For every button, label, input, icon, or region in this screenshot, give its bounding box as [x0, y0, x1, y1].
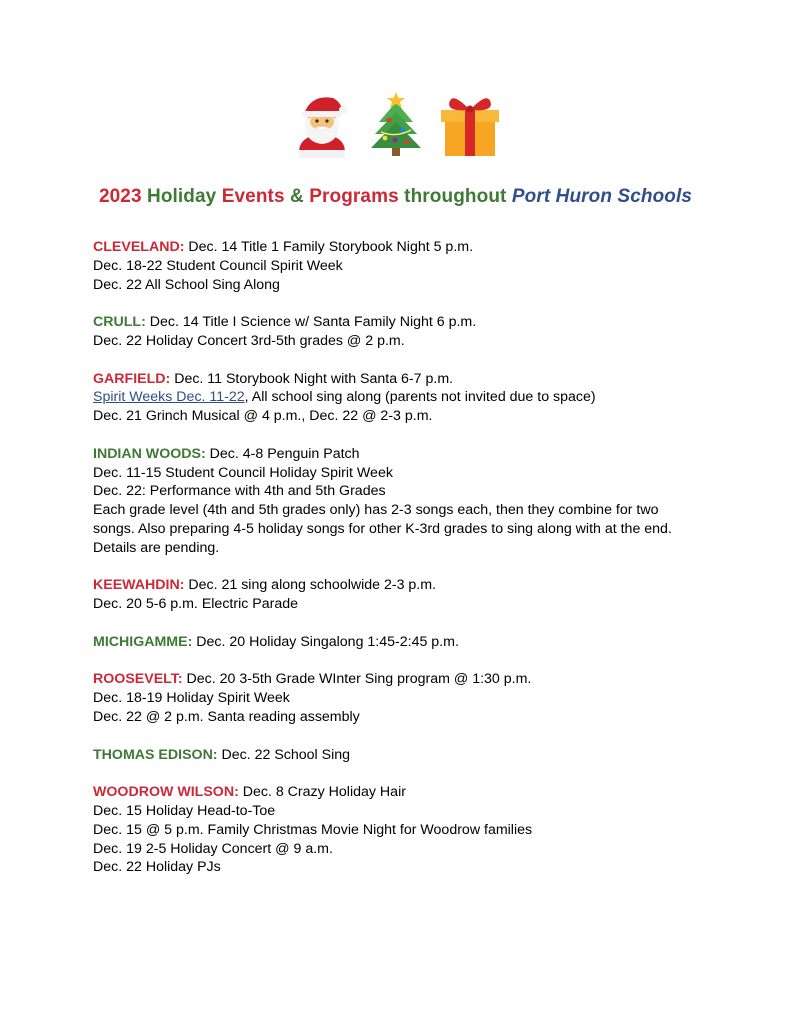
event-line: Dec. 19 2-5 Holiday Concert @ 9 a.m.: [93, 840, 333, 857]
event-text: Dec. 14 Title I Science w/ Santa Family Night 6 p.m.: [145, 314, 477, 331]
event-line: [93, 670, 713, 689]
event-text: Dec. 21 sing along schoolwide 2-3 p.m.: [184, 577, 437, 594]
event-line: Dec. 22: Performance with 4th and 5th Grades: [93, 483, 386, 500]
school-name: MICHIGAMME:: [93, 633, 193, 650]
school-name: ROOSEVELT:: [93, 671, 183, 688]
event-line: Dec. 15 Holiday Head-to-Toe: [93, 802, 276, 819]
school-name: CLEVELAND:: [93, 239, 185, 255]
event-text: Dec. 11 Storybook Night with Santa 6-7 p.m.: [170, 370, 454, 387]
title-throughout: throughout: [404, 186, 507, 207]
page-title: [0, 186, 791, 208]
event-line: [93, 370, 713, 389]
event-line: [93, 783, 713, 802]
event-text: Dec. 22 School Sing: [217, 746, 351, 763]
event-text: Dec. 14 Title 1 Family Storybook Night 5 p.m.: [184, 239, 474, 255]
event-line: [93, 313, 713, 332]
event-text: Dec. 20 Holiday Singalong 1:45-2:45 p.m.: [192, 633, 459, 650]
school-block-indian-woods: [93, 445, 713, 558]
emoji-header: [0, 92, 791, 158]
title-holiday: Holiday: [147, 186, 217, 207]
event-line: [93, 576, 713, 595]
event-text: Dec. 20 3-5th Grade WInter Sing program @ 1:30 p.m.: [182, 671, 532, 688]
event-line: Dec. 21 Grinch Musical @ 4 p.m., Dec. 22 @ 2-3 p.m.: [93, 408, 433, 425]
christmas-tree-icon: [367, 92, 425, 158]
event-line: Dec. 15 @ 5 p.m. Family Christmas Movie Night for Woodrow families: [93, 821, 533, 838]
event-line: Dec. 22 @ 2 p.m. Santa reading assembly: [93, 708, 360, 725]
event-text: Dec. 4-8 Penguin Patch: [205, 445, 360, 462]
title-ampersand: &: [290, 186, 304, 207]
event-paragraph: Each grade level (4th and 5th grades only) has 2-3 songs each, then they combine for two songs. Also preparing 4-5 holiday songs for other K-3rd grades to sing along with at the end. Details are pending.: [93, 502, 672, 556]
event-line: [93, 746, 713, 765]
event-line: Dec. 22 Holiday PJs: [93, 859, 221, 876]
school-name: KEEWAHDIN:: [93, 577, 185, 594]
school-block-michigamme: [93, 633, 713, 652]
school-block-roosevelt: [93, 670, 713, 726]
event-line: [93, 633, 713, 652]
school-name: INDIAN WOODS:: [93, 445, 206, 462]
school-name: CRULL:: [93, 314, 146, 331]
event-line: [93, 238, 713, 257]
school-block-crull: [93, 313, 713, 351]
gift-icon: [439, 92, 501, 158]
school-block-cleveland: [93, 238, 713, 294]
school-name: GARFIELD:: [93, 370, 171, 387]
school-block-garfield: [93, 370, 713, 426]
school-name: WOODROW WILSON:: [93, 784, 239, 801]
event-line: Dec. 11-15 Student Council Holiday Spirit Week: [93, 464, 393, 481]
event-line: Dec. 18-19 Holiday Spirit Week: [93, 690, 290, 707]
spirit-weeks-link[interactable]: Spirit Weeks Dec. 11-22: [93, 389, 245, 406]
title-district: Port Huron Schools: [511, 186, 693, 207]
event-line: Dec. 22 All School Sing Along: [93, 276, 280, 293]
title-programs: Programs: [309, 186, 399, 207]
school-block-thomas-edison: [93, 746, 713, 765]
events-list: [93, 238, 713, 896]
school-name: THOMAS EDISON:: [93, 746, 218, 763]
event-line: [93, 445, 713, 464]
event-line: Dec. 22 Holiday Concert 3rd-5th grades @ 2 p.m.: [93, 332, 405, 349]
title-year: 2023: [98, 186, 142, 207]
event-line: Dec. 20 5-6 p.m. Electric Parade: [93, 596, 299, 613]
event-line: [93, 388, 713, 407]
event-text: , All school sing along (parents not invited due to space): [244, 389, 596, 406]
school-block-keewahdin: [93, 576, 713, 614]
title-events: Events: [221, 186, 285, 207]
santa-icon: [291, 92, 353, 158]
event-line: Dec. 18-22 Student Council Spirit Week: [93, 257, 343, 274]
school-block-woodrow-wilson: [93, 783, 713, 877]
event-text: Dec. 8 Crazy Holiday Hair: [238, 784, 406, 801]
